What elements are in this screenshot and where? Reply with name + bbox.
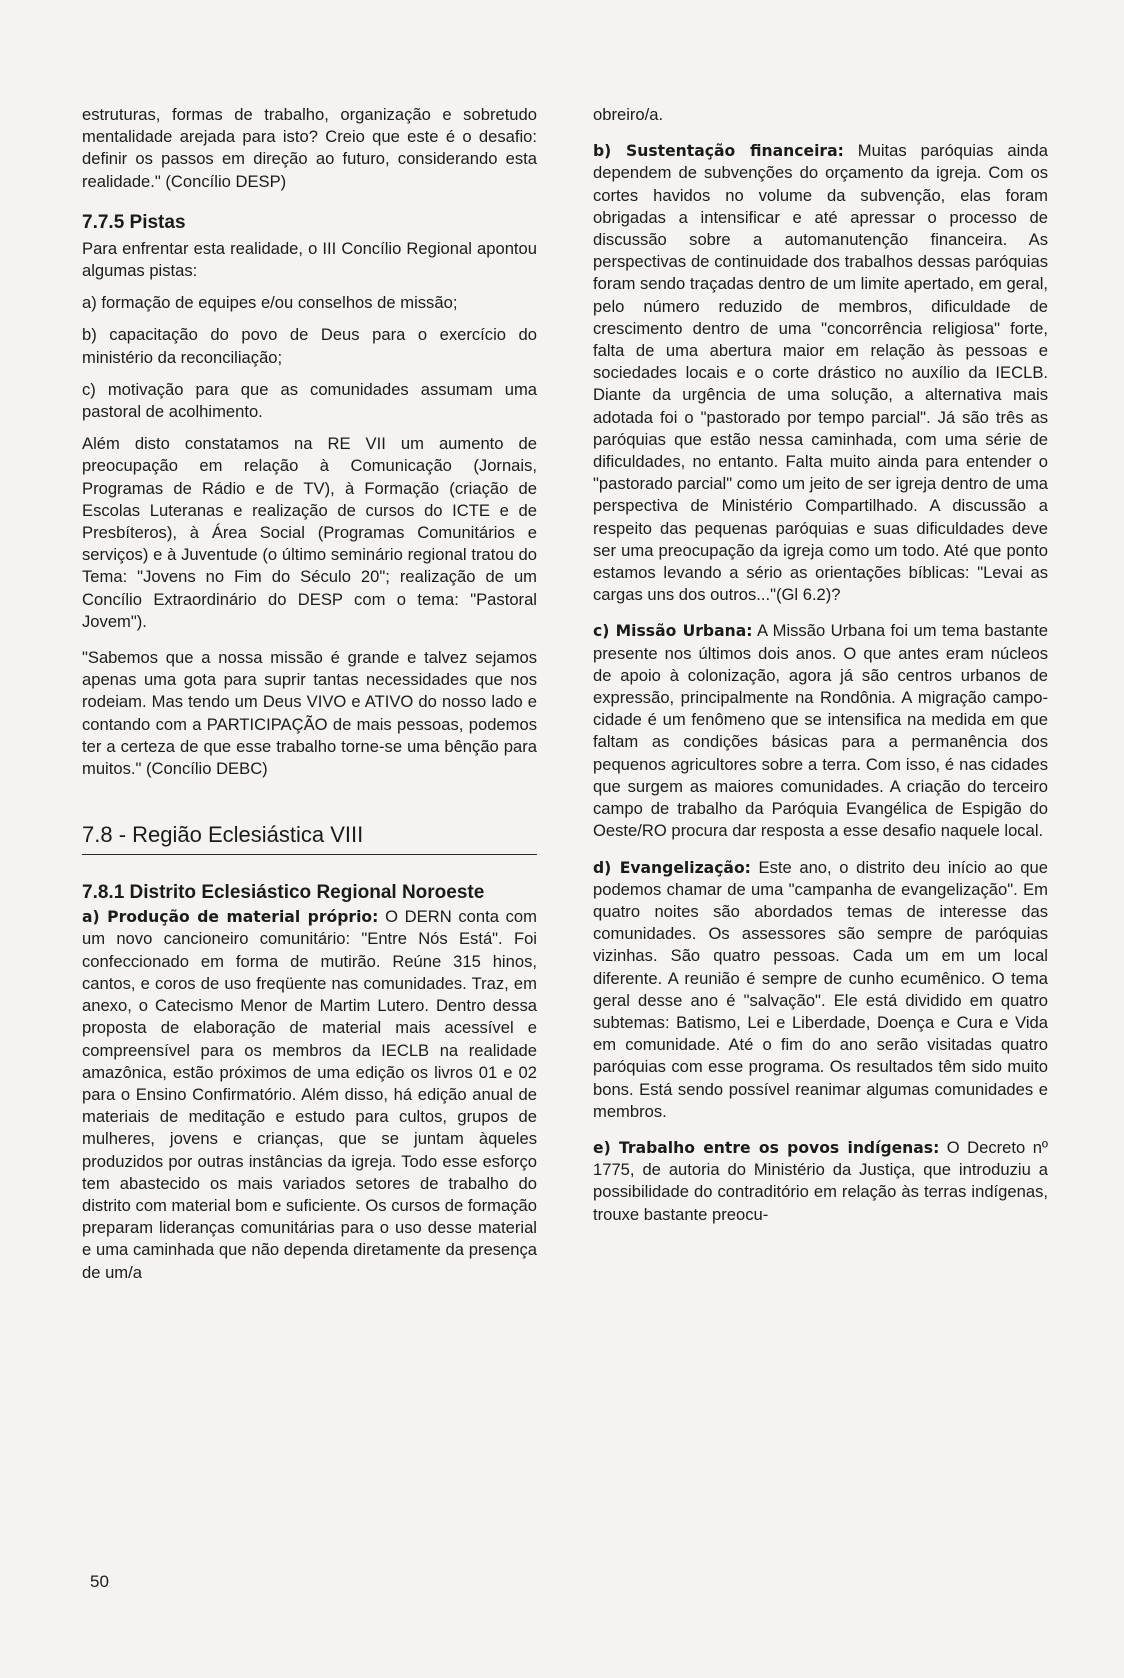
item-e-label: e) Trabalho entre os povos indígenas:: [593, 1138, 940, 1157]
left-column: [82, 104, 537, 1298]
heading-7-7-5: 7.7.5 Pistas: [82, 211, 186, 233]
page-number: 50: [90, 1572, 109, 1591]
item-b-label: b) Sustentação financeira:: [593, 142, 844, 161]
heading-7-8-1: 7.8.1 Distrito Eclesiástico Regional Noroeste: [82, 882, 485, 904]
item-b-paragraph: [593, 140, 1048, 606]
intro-paragraph: estruturas, formas de trabalho, organização e sobretudo mentalidade arejada para isto? Creio que este é o desafio: definir os passos em direção ao futuro, considerando esta realidade." (Concílio DESP): [82, 105, 537, 191]
pista-c: c) motivação para que as comunidades assumam uma pastoral de acolhimento.: [82, 379, 537, 422]
section-title-7-8: 7.8 - Região Eclesiástica VIII: [82, 820, 537, 855]
pista-b: b) capacitação do povo de Deus para o exercício do ministério da reconciliação;: [82, 325, 537, 367]
item-c-paragraph: [593, 620, 1048, 842]
pista-a: a) formação de equipes e/ou conselhos de missão;: [82, 293, 458, 313]
item-a-text: O DERN conta com um novo cancioneiro comunitário: "Entre Nós Está". Foi confeccionado em forma de mutirão. Reúne 315 hinos, cantos, e coros de uso freqüente nas comunidades. Traz, em anexo, o Catecismo Menor de Martim Lutero. Dentro dessa proposta de elaboração de material mais acessível e compreensível para os membros da IECLB na realidade amazônica, estão próximos de uma edição os livros 01 e 02 para o Ensino Confirmatório. Além disso, há edição anual de materiais de meditação e estudo para cultos, grupos de mulheres, jovens e crianças, que se juntam àqueles produzidos por outras instâncias da igreja. Todo esse esforço tem abastecido os mais variados setores de trabalho do distrito com material bom e suficiente. Os cursos de formação preparam lideranças comunitárias para o uso desse material e uma caminhada que não dependa diretamente da presença de um/a: [82, 907, 537, 1282]
right-column: [593, 104, 1048, 1240]
item-e-paragraph: [593, 1137, 1048, 1226]
quote-paragraph: "Sabemos que a nossa missão é grande e talvez sejamos apenas uma gota para suprir tantas necessidades que nos rodeiam. Mas tendo um Deus VIVO e ATIVO do nosso lado e contando com a PARTICIPAÇÃO de mais pessoas, podemos ter a certeza de que esse trabalho torne-se uma bênção para muitos." (Concílio DEBC): [82, 648, 537, 779]
item-c-text: A Missão Urbana foi um tema bastante presente nos últimos dois anos. O que antes eram núcleos de apoio à colonização, agora já são centros urbanos de expressão, principalmente na Rondônia. A migração campo-cidade é um fenômeno que se intensifica na medida em que faltam as condições básicas para a permanência dos pequenos agricultores sobre a terra. Com isso, é nas cidades que surgem as maiores comunidades. A criação do terceiro campo de trabalho da Paróquia Evangélica de Espigão do Oeste/RO procura dar resposta a esse desafio naquele local.: [593, 621, 1048, 841]
pistas-intro: Para enfrentar esta realidade, o III Concílio Regional apontou algumas pistas:: [82, 238, 537, 281]
item-e-text: O Decreto nº 1775, de autoria do Ministério da Justiça, que introduziu a possibilidade do contraditório em relação às terras indígenas, trouxe bastante preocu-: [593, 1137, 1048, 1224]
item-d-text: Este ano, o distrito deu início ao que podemos chamar de uma "campanha de evangelização". Em quatro noites são abordados temas de interesse das comunidades. Os assessores são sempre de paróquias vizinhas. São quatro pessoas. Cada um em um local diferente. A reunião é sempre de cunho ecumênico. O tema geral desse ano é "salvação". Ele está dividido em quatro subtemas: Batismo, Lei e Liberdade, Doença e Cura e Vida em comunidade. Até o fim do ano serão visitadas quatro paróquias com esse programa. Os resultados têm sido muito bons. Está sendo possível reanimar algumas comunidades e membros.: [593, 857, 1048, 1121]
item-d-label: d) Evangelização:: [593, 858, 751, 877]
item-a-paragraph: [82, 906, 537, 1283]
item-d-paragraph: [593, 857, 1048, 1123]
continuation-text: obreiro/a.: [593, 105, 664, 124]
item-a-label: a) Produção de material próprio:: [82, 908, 379, 927]
re7-paragraph: Além disto constatamos na RE VII um aumento de preocupação em relação à Comunicação (Jornais, Programas de Rádio e de TV), à Formação (criação de Escolas Luteranas e realização de cursos do ICTE e de Presbíteros), à Área Social (Programas Comunitários e serviços) e à Juventude (o último seminário regional tratou do Tema: "Jovens no Fim do Século 20"; realização de um Concílio Extraordinário do DESP com o tema: "Pastoral Jovem").: [82, 434, 537, 631]
item-c-label: c) Missão Urbana:: [593, 622, 753, 641]
item-b-text: Muitas paróquias ainda dependem de subvenções do orçamento da igreja. Com os cortes havidos no volume da subvenção, elas foram obrigadas a intensificar e até apressar o processo de discussão sobre a automanutenção financeira. As perspectivas de continuidade dos trabalhos dessas paróquias foram sendo traçadas dentro de um limite apertado, em geral, pelo número reduzido de membros, dificuldade de crescimento dentro de uma "concorrência religiosa" forte, falta de uma abertura maior em relação às pessoas e sociedades locais e o corte drástico no auxílio da IECLB. Diante da urgência de uma solução, a alternativa mais adotada foi o "pastorado por tempo parcial". Já são três as paróquias que estão nessa caminhada, com uma série de dificuldades, no entanto. Falta muito ainda para entender o "pastorado parcial" como um jeito de ser igreja dentro de uma perspectiva de Ministério Compartilhado. A discussão a respeito das pequenas paróquias e suas dificuldades deve ser uma preocupação da igreja como um todo. Até que ponto estamos levando a sério as orientações bíblicas: "Levai as cargas uns dos outros..."(Gl 6.2)?: [593, 141, 1048, 605]
